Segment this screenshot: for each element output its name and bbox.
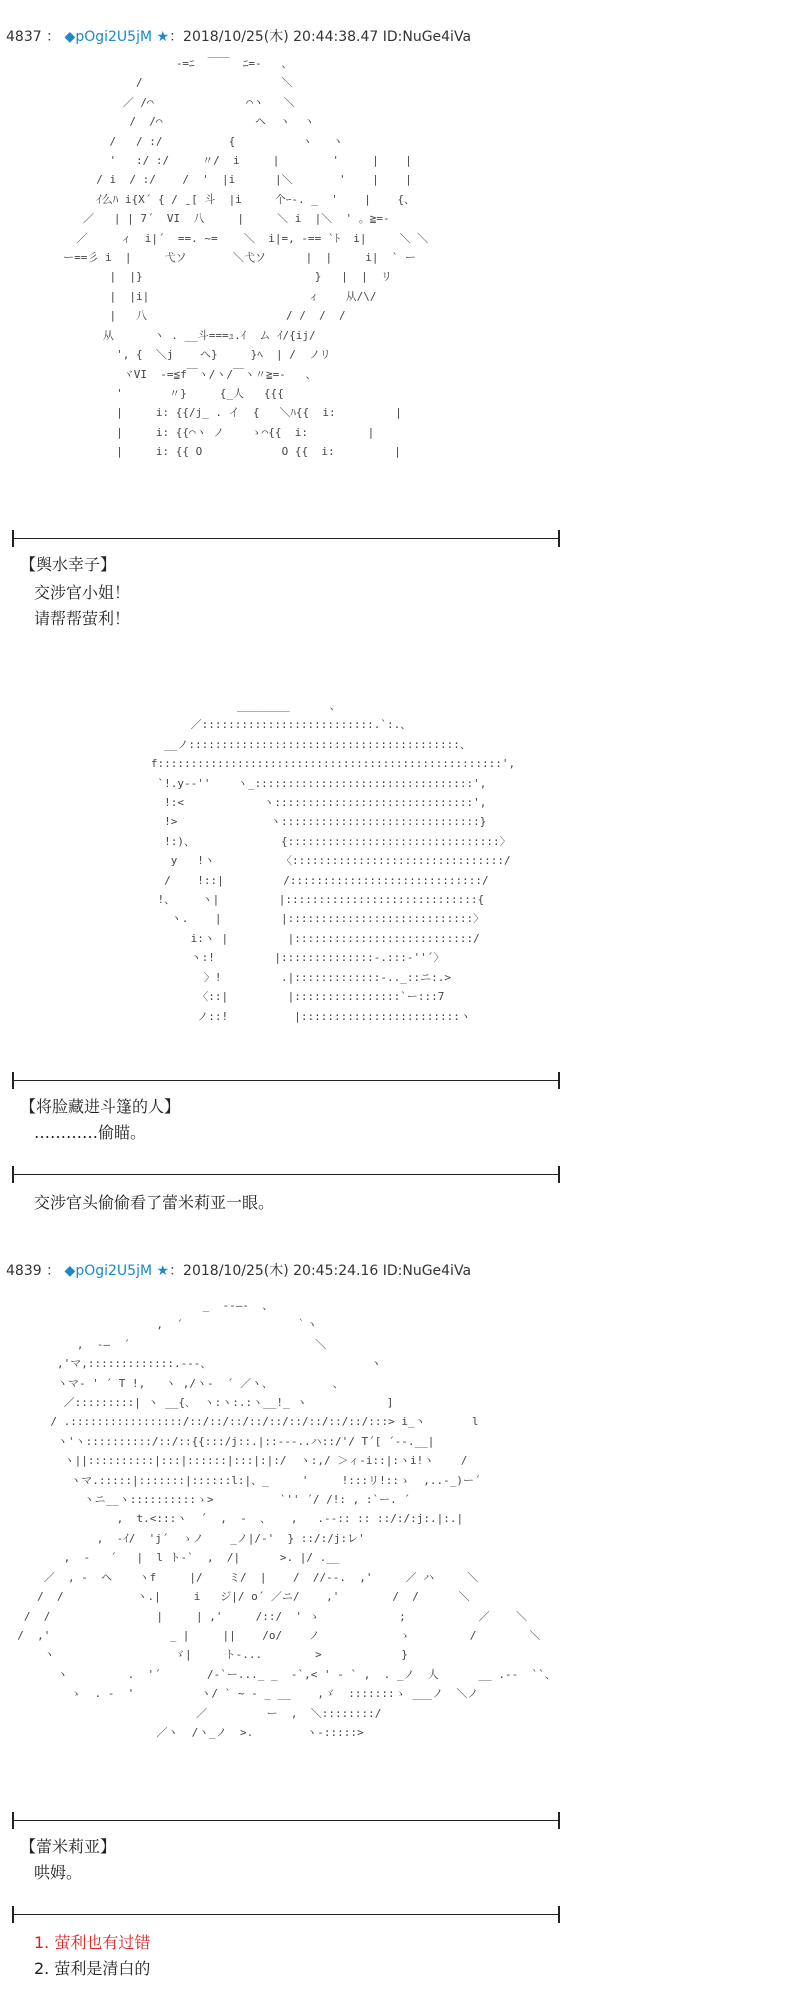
ascii-art-figure-3: _ --―- 、 , ´ ｀ヽ , -― ´ ＼ ,'マ,:::::::::::::.-‐-、 ヽ ヽマ‐ ' ´ T !, ヽ ,/ヽ- ´ ／ヽ、 、 ／:::::::::| ヽ __{､ ヽ:ヽ:.:ヽ__!_ ヽ ] / .:::::::::::::::::/::/::/::/::/::/::/::/::/::/:::> i_ヽ l ヽ'ヽ::::::::::/::/::{{:::/j::.|::-‐-..ハ::/'/ T´[ ´‐-.__| ヽ||::::::::::|:::|::::::|:::|:|:/ ヽ:,/ ＞ィ‐i::|:ヽi!ヽ / ヽマ.:::::|:::::::|::::::l:|、_ ' !:::リ!::ゝ ,..-_)ー´ ヽニ__ヽ::::::::::ゝ> `'' ´/ /!: , :`ー. ´ , t.<:::ヽ ´ , - 、 , .--:: :: ::/:/:j:.|:.| , -ｲ/ 'j´ ゝノ _ノ|/-' } ::/:/j:レ' , - ´ | l ト-` , /| >. |/ .__ ／ , - ヘ ヽf |/ ミ/ | / //--. ,' ／ ハ ＼ / / ヽ.| i ジ|/ o´ ／ニ/ ,' / / ＼ / / | | ,' /::/ ' ゝ ; ／ ＼ / ,' _ | || /o/ ノ ゝ / ＼ ヽ ゞ| ト-... > } ヽ . '´ /-`ー..._ _ -`,< ' - ` , . _ノ 人 __ .-- ``、 ゝ . - ' ヽ/ ` ~ - _ __ ,ゞ :::::::ゝ ___ノ ＼ノ ／ ー , ＼::::::::/ ／ヽ /ヽ_ノ >. ヽ-:::::> (17, 1299, 556, 1739)
choice-option-2[interactable]: 2. 萤利是清白的 (34, 1959, 151, 1978)
divider-line (12, 1914, 560, 1915)
divider-line (12, 1174, 560, 1175)
divider-line (12, 1080, 560, 1081)
post-number: 4839 (6, 1263, 42, 1279)
speaker-name: 【将脸藏进斗篷的人】 (20, 1097, 181, 1116)
diamond-icon: ◆ (64, 1263, 76, 1279)
post-number: 4837 (6, 29, 42, 45)
divider-line (12, 1820, 560, 1821)
ascii-art-figure-2: ________ 、 ／::::::::::::::::::::::::::.`:.、 __ノ:::::::::::::::::::::::::::::::::::::::::、 f::::::::::::::::::::::::::::::::::::::::::::::::::::', `!.y-‐'' ヽ_:::::::::::::::::::::::::::::::::', !:< ヽ::::::::::::::::::::::::::::::', !> ヽ::::::::::::::::::::::::::::::} !:)、 {::::::::::::::::::::::::::::::::〉 y !ヽ 〈::::::::::::::::::::::::::::::::/ / !::| /:::::::::::::::::::::::::::::/ !、 ヽ| |:::::::::::::::::::::::::::::{ ヽ. | |::::::::::::::::::::::::::::〉 i:ヽ | |:::::::::::::::::::::::::::/ ヽ:! |::::::::::::::-.:::‐''´〉 〉! .|:::::::::::::-.._::ニ:.> 〈::| |::::::::::::::::`ー:::7 ノ::! |::::::::::::::::::::::::ヽ (150, 699, 516, 1023)
narration-line: 交涉官头偷偷看了蕾米莉亚一眼。 (34, 1193, 275, 1212)
choice-option-1[interactable]: 1. 萤利也有过错 (34, 1933, 151, 1952)
ascii-art-figure-1: -=ﾆ ￣￣ ﾆ=- 、 / ＼ ／ /⌒ ⌒ヽ ＼ / /⌒ ヘ ヽ ヽ / / :/ { ヽ ヽ ' :/ :/ 〃/ i | ' | | / i / :/ / ' |i |＼ ' | | ｲ么ﾊ i{X´ { / ˍ[ 斗 |i 个ｰ-. _ ' | {、 ／ | | 7´ VI 八 | ＼ i |＼ ' 。≧=- ／ ィ i|´ ==. ~= ＼ i|=, -== `ﾄ i| ＼ ＼ ー==彡 i | 弋ソ ＼弋ソ | | i| ` ー | |} } | | リ | |i| ィ 从/\/ | 八 / / / / 从 ヽ . __斗===ｭ.ｲ ム ｲ/{ij/ ', { ＼j ヘ} }ﾍ | / ノリ ヾVI -=≦f￣ヽ/ヽ/￣ヽ〃≧=- 、 ' 〃} {_人 {{{ | i: {{/j_ . イ { ＼ﾊ{{ i: | | i: {{⌒ヽ ノ ゝ⌒{{ i: | | i: {{ O O {{ i: | (63, 57, 429, 459)
dialogue-line: 哄姆。 (34, 1863, 83, 1882)
tripcode-link[interactable]: pOgi2U5jM (75, 29, 153, 45)
post-header-4839: 4839 ： ◆pOgi2U5jM ★：2018/10/25(木) 20:45:24.16 ID:NuGe4iVa (6, 1263, 472, 1279)
speaker-name: 【蕾米莉亚】 (20, 1837, 117, 1856)
speaker-name: 【舆水幸子】 (20, 555, 117, 574)
post-header-4837: 4837 ： ◆pOgi2U5jM ★：2018/10/25(木) 20:44:38.47 ID:NuGe4iVa (6, 29, 472, 45)
divider-line (12, 538, 560, 539)
diamond-icon: ◆ (64, 29, 76, 45)
dialogue-line: …………偷瞄。 (34, 1123, 147, 1142)
post-datetime: ：2018/10/25(木) 20:45:24.16 ID:NuGe4iVa (169, 1263, 472, 1279)
post-datetime: ：2018/10/25(木) 20:44:38.47 ID:NuGe4iVa (169, 29, 472, 45)
dialogue-line: 交涉官小姐！ (34, 583, 131, 602)
star-icon: ★ (156, 1263, 170, 1279)
tripcode-link[interactable]: pOgi2U5jM (75, 1263, 153, 1279)
star-icon: ★ (156, 29, 170, 45)
dialogue-line: 请帮帮萤利！ (34, 609, 131, 628)
